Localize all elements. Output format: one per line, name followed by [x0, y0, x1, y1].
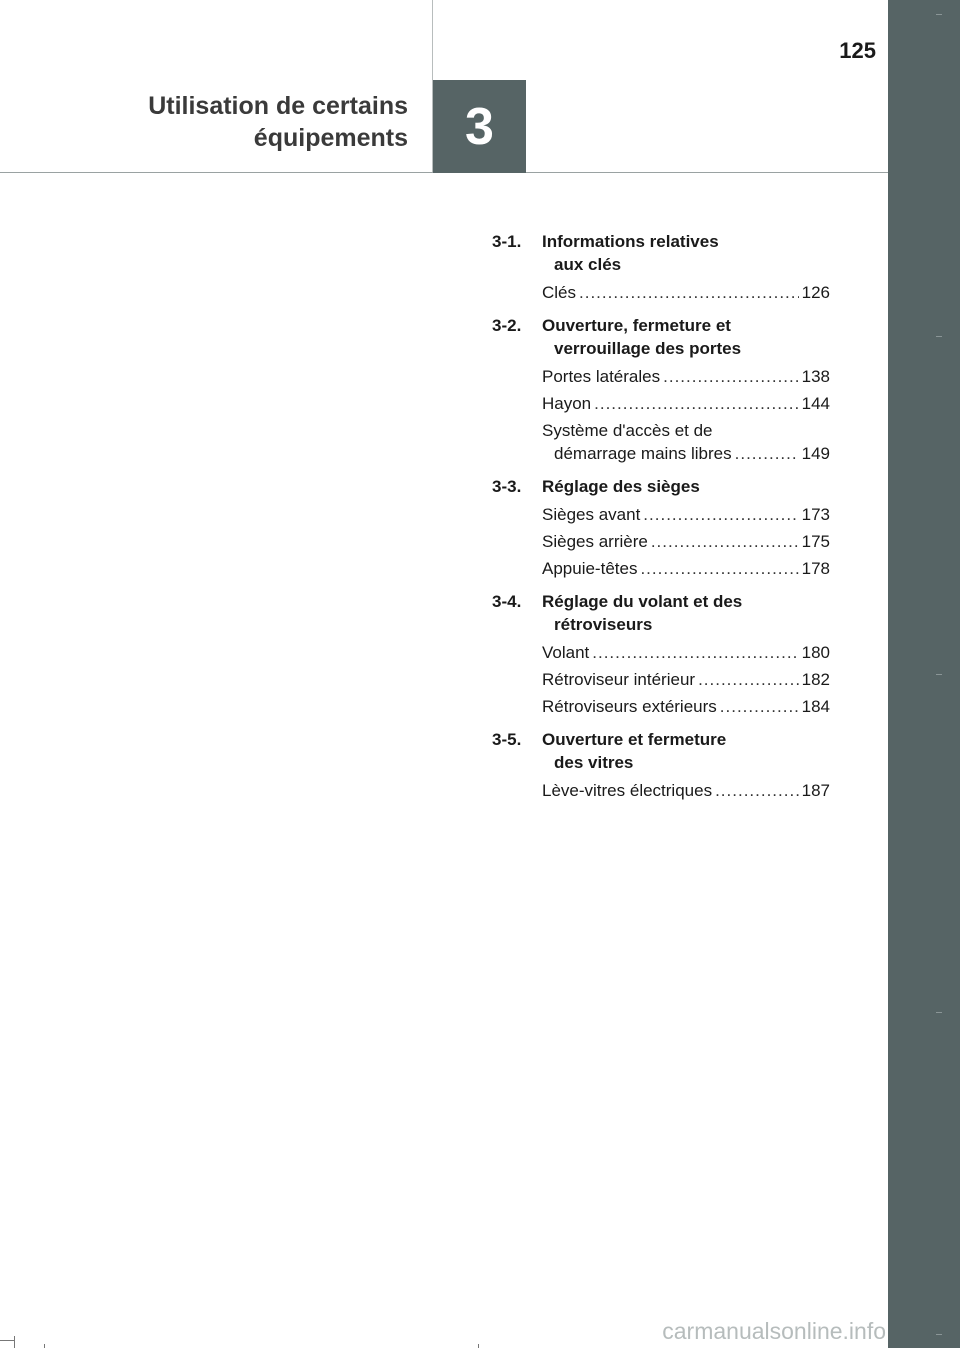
toc-entry-page: 144	[801, 394, 830, 413]
page-number: 125	[839, 38, 876, 63]
toc-entry-label: Lève-vitres électriques	[542, 781, 713, 800]
toc-section-heading	[492, 728, 830, 774]
toc-section-title-line: verrouillage des portes	[554, 339, 742, 358]
toc-section-heading	[492, 590, 830, 636]
toc-entry-label: Système d'accès et de	[542, 421, 713, 440]
toc-section-title-line: Réglage du volant et des	[542, 592, 743, 611]
toc-section-title	[542, 314, 830, 360]
toc-entry[interactable]	[492, 530, 830, 553]
toc-section-title	[542, 475, 830, 498]
chapter-title-line: Utilisation de certains	[148, 92, 408, 120]
band-tick	[936, 336, 942, 337]
toc-entry[interactable]	[492, 695, 830, 718]
toc-entry-label: Clés	[542, 283, 577, 302]
toc-entry[interactable]	[492, 419, 830, 465]
toc-section-title	[542, 590, 830, 636]
toc-entry-label: Portes latérales	[542, 367, 661, 386]
toc-entry-line	[542, 557, 830, 580]
toc-section	[492, 314, 830, 465]
toc-section-number: 3-4.	[492, 592, 522, 611]
toc-entry[interactable]	[492, 281, 830, 304]
toc-section-title-line: aux clés	[554, 255, 622, 274]
toc-entry-label: démarrage mains libres	[554, 444, 732, 463]
toc-entry-line	[542, 668, 830, 691]
toc-section	[492, 230, 830, 304]
toc-section-title-line: Ouverture et fermeture	[542, 730, 727, 749]
toc-entry-page: 138	[801, 367, 830, 386]
toc-entry-label: Rétroviseur intérieur	[542, 670, 696, 689]
toc-section-title-line: Réglage des sièges	[542, 477, 700, 496]
toc-dot-leader	[640, 557, 798, 580]
toc-dot-leader	[663, 365, 799, 388]
toc-entry-page: 180	[801, 643, 830, 662]
toc-section	[492, 728, 830, 802]
toc-entry-line	[542, 503, 830, 526]
chapter-title	[60, 90, 408, 154]
toc-entry-line	[542, 365, 830, 388]
toc-entry-label: Sièges avant	[542, 505, 641, 524]
toc-section-number: 3-5.	[492, 730, 522, 749]
toc-entry-line	[542, 392, 830, 415]
toc-section-title-line: rétroviseurs	[554, 615, 653, 634]
toc-section-number: 3-2.	[492, 316, 522, 335]
toc-entry-line	[542, 695, 830, 718]
crop-mark	[478, 1344, 479, 1348]
toc-dot-leader	[715, 779, 799, 802]
toc-entry-label: Volant	[542, 643, 590, 662]
toc-entry-line	[542, 641, 830, 664]
toc-entry[interactable]	[492, 557, 830, 580]
toc-section-title	[542, 728, 830, 774]
toc-section-heading	[492, 475, 830, 498]
toc-entry-line	[542, 442, 830, 465]
toc-section-title-line: Informations relatives	[542, 232, 719, 251]
table-of-contents	[492, 230, 830, 812]
toc-entry-page: 182	[801, 670, 830, 689]
toc-entry[interactable]	[492, 392, 830, 415]
toc-section-number: 3-3.	[492, 477, 522, 496]
toc-entry-label: Hayon	[542, 394, 592, 413]
toc-entry-label: Rétroviseurs extérieurs	[542, 697, 717, 716]
toc-entry-page: 149	[801, 444, 830, 463]
toc-section	[492, 475, 830, 580]
toc-entry[interactable]	[492, 779, 830, 802]
crop-mark	[0, 1340, 14, 1341]
toc-section	[492, 590, 830, 718]
toc-entry-line	[542, 281, 830, 304]
toc-entry-line	[542, 530, 830, 553]
crop-mark	[44, 1344, 45, 1348]
toc-section-title-line: des vitres	[554, 753, 634, 772]
toc-section-number: 3-1.	[492, 232, 522, 251]
toc-dot-leader	[735, 442, 799, 465]
toc-entry-line	[542, 419, 830, 442]
toc-entry[interactable]	[492, 503, 830, 526]
band-tick	[936, 14, 942, 15]
band-tick	[936, 674, 942, 675]
toc-dot-leader	[720, 695, 799, 718]
chapter-number-tab	[433, 80, 526, 173]
toc-section-heading	[492, 230, 830, 276]
crop-mark	[14, 1336, 15, 1348]
toc-entry-page: 184	[801, 697, 830, 716]
toc-entry[interactable]	[492, 365, 830, 388]
chapter-side-band	[888, 0, 960, 1348]
band-tick	[936, 1012, 942, 1013]
chapter-title-line: équipements	[253, 124, 408, 152]
toc-section-title-line: Ouverture, fermeture et	[542, 316, 731, 335]
band-tick	[936, 1334, 942, 1335]
toc-entry[interactable]	[492, 668, 830, 691]
toc-entry-page: 173	[801, 505, 830, 524]
toc-entry-page: 187	[801, 781, 830, 800]
toc-dot-leader	[698, 668, 799, 691]
toc-entry-label: Appuie-têtes	[542, 559, 638, 578]
chapter-number: 3	[465, 97, 494, 156]
toc-entry-line	[542, 779, 830, 802]
toc-entry-page: 178	[801, 559, 830, 578]
toc-entry[interactable]	[492, 641, 830, 664]
toc-section-heading	[492, 314, 830, 360]
toc-entry-page: 126	[801, 283, 830, 302]
toc-dot-leader	[643, 503, 798, 526]
toc-entry-page: 175	[801, 532, 830, 551]
toc-entry-label: Sièges arrière	[542, 532, 648, 551]
watermark: carmanualsonline.info	[662, 1318, 886, 1344]
toc-dot-leader	[592, 641, 798, 664]
toc-dot-leader	[579, 281, 799, 304]
toc-dot-leader	[651, 530, 799, 553]
toc-section-title	[542, 230, 830, 276]
toc-dot-leader	[594, 392, 798, 415]
